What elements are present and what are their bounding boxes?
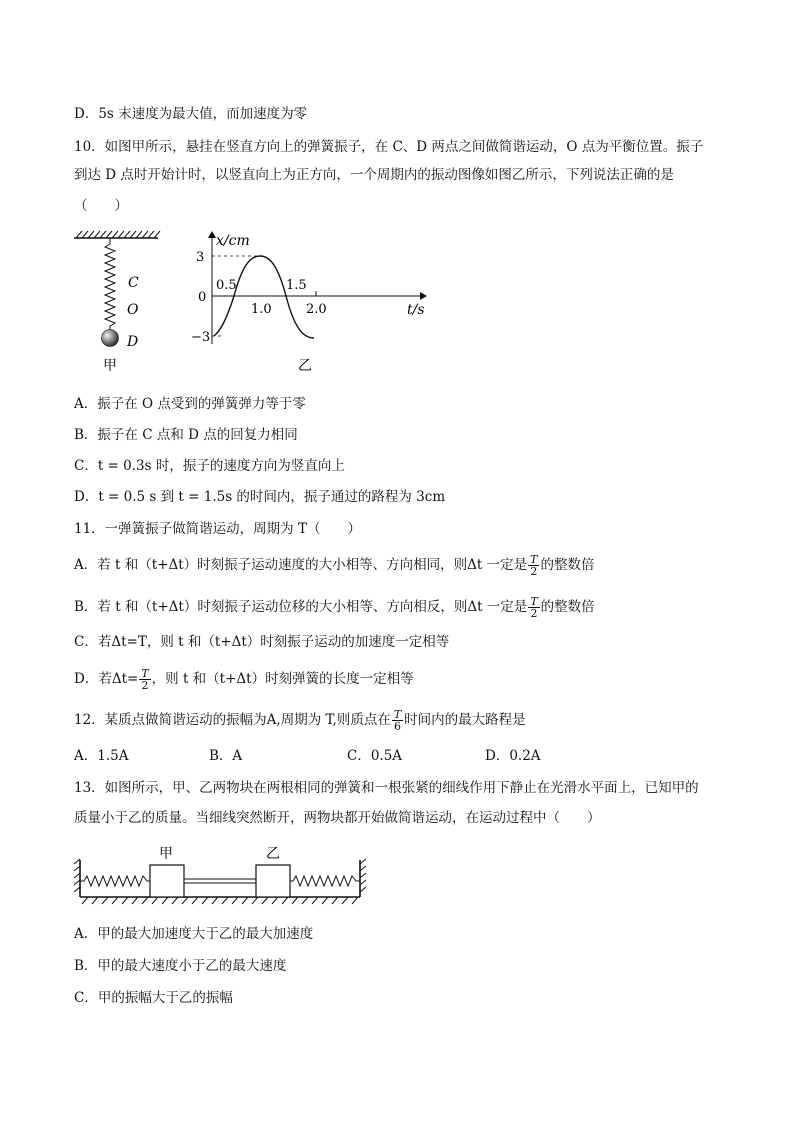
tick-label-15: 1.5 [286,278,307,293]
q12-option-a: A．1.5A [74,748,129,764]
left-wall [74,859,80,897]
q11-option-c: C．若Δt=T，则 t 和（t+Δt）时刻振子运动的加速度一定相等 [74,634,450,650]
label-yi: 乙 [266,846,280,862]
tick-label-y-zero: 0 [198,290,207,305]
q11-option-b [74,596,595,619]
left-spring [80,876,150,886]
label-c: C [128,275,139,291]
taut-string [184,879,256,883]
displacement-curve [214,256,314,338]
q11-option-a-suffix: 的整数倍 [540,557,595,573]
floor-hatch [80,897,360,904]
block-jia [150,865,184,897]
fraction-t-over-2: $\frac{T}{2}$ [530,553,538,578]
q11-option-a [74,554,594,577]
y-axis-label: x/cm [216,233,250,249]
fraction-t-over-2: $\frac{T}{2}$ [530,595,538,620]
q11-option-d-suffix: ，则 t 和（t+Δt）时刻弹簧的长度一定相等 [151,671,414,687]
tick-label-10: 1.0 [251,302,272,317]
fraction-t-over-2: $\frac{T}{2}$ [141,667,149,692]
tick-label-20: 2.0 [306,302,327,317]
q11-option-a-text: A．若 t 和（t+Δt）时刻振子运动速度的大小相等、方向相同，则Δt 一定是 [74,557,528,573]
q11-option-b-suffix: 的整数倍 [540,599,595,615]
q12-stem-suffix: 时间内的最大路程是 [404,712,526,728]
q12-stem-text: 12．某质点做简谐运动的振幅为A,周期为 T,则质点在 [74,712,391,728]
tick-label-y-pos: 3 [196,250,205,265]
q13-option-c: C．甲的振幅大于乙的振幅 [74,990,233,1006]
q13-option-a: A．甲的最大加速度大于乙的最大加速度 [74,926,314,942]
ceiling-hatch [74,231,160,238]
tick-label-y-neg: −3 [191,330,211,345]
label-o: O [127,302,139,318]
q10-stem-line2: 到达 D 点时开始计时，以竖直向上为正方向，一个周期内的振动图像如图乙所示，下列说法正确的是 [74,167,674,183]
q10-option-d: D．t = 0.5 s 到 t = 1.5s 的时间内，振子通过的路程为 3cm [74,489,446,505]
q11-stem: 11．一弹簧振子做简谐运动，周期为 T（ ） [74,521,361,537]
q10-option-b: B．振子在 C 点和 D 点的回复力相同 [74,427,298,443]
q13-figure [70,840,370,906]
q10-option-a: A．振子在 O 点受到的弹簧弹力等于零 [74,396,306,412]
q13-option-b: B．甲的最大速度小于乙的最大速度 [74,958,287,974]
q10-stem-line1: 10．如图甲所示，悬挂在竖直方向上的弹簧振子，在 C、D 两点之间做简谐运动，O 点为平衡位置。振子 [74,139,704,155]
oscillator-ball [102,330,119,347]
right-wall [360,859,366,897]
figure-caption-yi: 乙 [298,358,312,374]
q9-option-d: D．5s 末速度为最大值，而加速度为零 [74,106,308,122]
q12-option-b: B．A [209,748,243,764]
q12-option-c: C．0.5A [347,748,403,764]
label-jia: 甲 [159,846,173,862]
q11-option-d [74,668,414,691]
q10-figure-jia [70,226,170,376]
right-spring [290,876,360,886]
tick-label-05: 0.5 [216,278,237,293]
q13-stem-line2: 质量小于乙的质量。当细线突然断开，两物块都开始做简谐运动，在运动过程中（ ） [74,810,601,826]
q12-stem [74,709,526,732]
q10-option-c: C．t = 0.3s 时，振子的速度方向为竖直向上 [74,458,345,474]
figure-caption-jia: 甲 [103,358,117,374]
label-d: D [127,334,139,350]
q10-answer-paren: （ ） [74,198,128,214]
fraction-t-over-6: $\frac{T}{6}$ [393,708,402,733]
q10-figure-yi [190,226,440,376]
q11-option-d-text: D．若Δt= [74,671,139,687]
q12-option-d: D．0.2A [485,748,541,764]
spring-coil [105,238,115,330]
q13-stem-line1: 13．如图所示，甲、乙两物块在两根相同的弹簧和一根张紧的细线作用下静止在光滑水平面上，已知甲的 [74,780,699,796]
x-axis-label: t/s [407,302,425,318]
q11-option-b-text: B．若 t 和（t+Δt）时刻振子运动位移的大小相等、方向相反，则Δt 一定是 [74,599,528,615]
block-yi [256,865,290,897]
